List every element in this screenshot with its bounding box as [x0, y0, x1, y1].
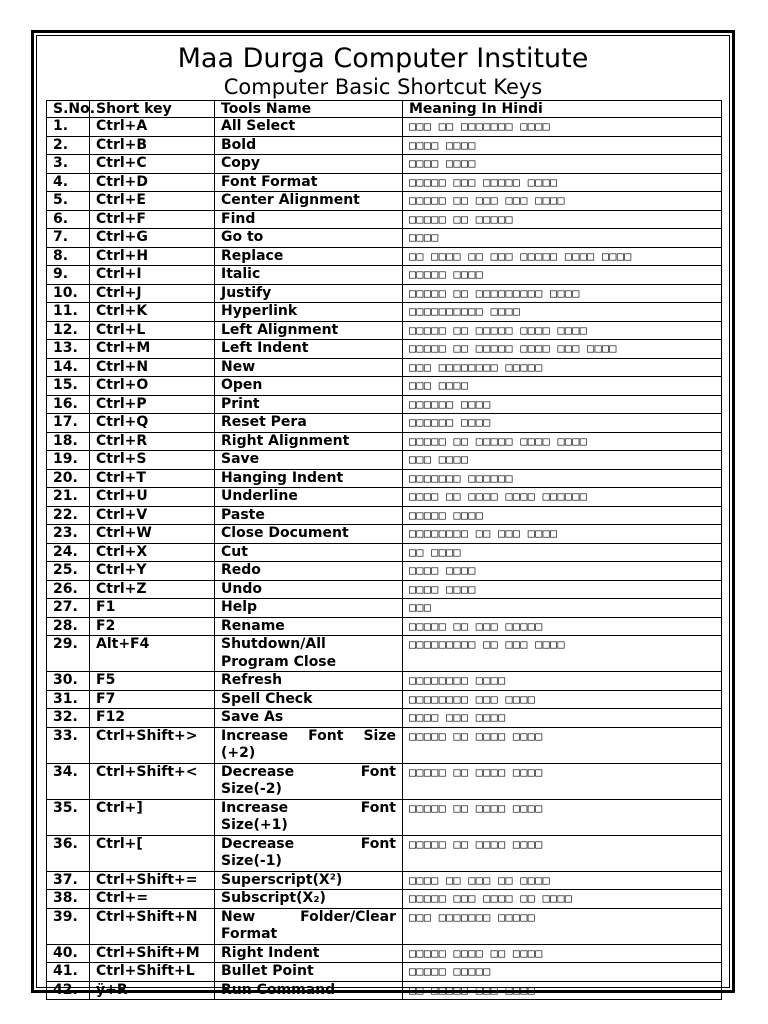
- table-row: [47, 395, 722, 414]
- row-tool-name: Bold: [215, 136, 403, 155]
- row-sn: 11.: [47, 303, 90, 322]
- row-sn: 22.: [47, 506, 90, 525]
- row-hindi-meaning: □□□ □□□□: [403, 377, 722, 396]
- row-tool-name: Spell Check: [215, 690, 403, 709]
- row-hindi-meaning: □□□ □□ □□□□□□□ □□□□: [403, 118, 722, 137]
- row-hindi-meaning: □□□: [403, 599, 722, 618]
- row-tool-name: Underline: [215, 488, 403, 507]
- row-tool-name: Help: [215, 599, 403, 618]
- row-tool-name: Find: [215, 210, 403, 229]
- table-row: [47, 580, 722, 599]
- table-row: [47, 321, 722, 340]
- header-short-key: Short key: [90, 101, 215, 118]
- header-meaning-hindi: Meaning In Hindi: [403, 101, 722, 118]
- row-hindi-meaning: □□ □□□□□ □□□ □□□□: [403, 981, 722, 1000]
- table-row: [47, 340, 722, 359]
- row-hindi-meaning: □□□□□□□□ □□ □□□ □□□□: [403, 525, 722, 544]
- row-tool-name: Go to: [215, 229, 403, 248]
- row-sn: 17.: [47, 414, 90, 433]
- table-row: [47, 835, 722, 871]
- table-row: [47, 136, 722, 155]
- row-sn: 19.: [47, 451, 90, 470]
- row-hindi-meaning: □□□□ □□□□: [403, 155, 722, 174]
- row-short-key: Ctrl+Y: [90, 562, 215, 581]
- row-tool-name: New: [215, 358, 403, 377]
- row-short-key: ÿ+R: [90, 981, 215, 1000]
- row-hindi-meaning: □□□□□ □□ □□□□□□□□□ □□□□: [403, 284, 722, 303]
- row-short-key: Ctrl+H: [90, 247, 215, 266]
- row-short-key: Ctrl+L: [90, 321, 215, 340]
- row-hindi-meaning: □□□ □□□□□□□□ □□□□□: [403, 358, 722, 377]
- page-subtitle: Computer Basic Shortcut Keys: [223, 75, 543, 99]
- row-short-key: Ctrl+A: [90, 118, 215, 137]
- table-row: [47, 690, 722, 709]
- row-tool-name: Hyperlink: [215, 303, 403, 322]
- row-sn: 7.: [47, 229, 90, 248]
- row-tool-name: Replace: [215, 247, 403, 266]
- row-short-key: Ctrl+Shift+N: [90, 908, 215, 944]
- row-short-key: Ctrl+F: [90, 210, 215, 229]
- row-short-key: Ctrl+U: [90, 488, 215, 507]
- row-hindi-meaning: □□□□□□□□ □□□□: [403, 672, 722, 691]
- row-tool-name: Hanging Indent: [215, 469, 403, 488]
- row-tool-name: Font Format: [215, 173, 403, 192]
- row-hindi-meaning: □□□□□ □□□□: [403, 506, 722, 525]
- table-row: [47, 414, 722, 433]
- row-tool-name: Left Alignment: [215, 321, 403, 340]
- row-sn: 1.: [47, 118, 90, 137]
- row-hindi-meaning: □□□□□□□□□□ □□□□: [403, 303, 722, 322]
- row-hindi-meaning: □□□□□ □□ □□□□□: [403, 210, 722, 229]
- row-hindi-meaning: □□□□□ □□ □□□□ □□□□: [403, 835, 722, 871]
- table-row: [47, 562, 722, 581]
- row-hindi-meaning: □□□□□□□□□ □□ □□□ □□□□: [403, 636, 722, 672]
- row-sn: 30.: [47, 672, 90, 691]
- row-sn: 23.: [47, 525, 90, 544]
- row-short-key: Ctrl+D: [90, 173, 215, 192]
- row-sn: 24.: [47, 543, 90, 562]
- table-row: [47, 506, 722, 525]
- row-sn: 13.: [47, 340, 90, 359]
- row-sn: 20.: [47, 469, 90, 488]
- table-row: [47, 432, 722, 451]
- row-tool-name: Subscript(X₂): [215, 890, 403, 909]
- row-hindi-meaning: □□□□ □□ □□□□ □□□□ □□□□□□: [403, 488, 722, 507]
- table-row: [47, 908, 722, 944]
- row-hindi-meaning: □□□□ □□ □□□ □□ □□□□: [403, 871, 722, 890]
- row-tool-name: Paste: [215, 506, 403, 525]
- table-row: [47, 617, 722, 636]
- row-short-key: Alt+F4: [90, 636, 215, 672]
- row-short-key: F5: [90, 672, 215, 691]
- table-row: [47, 981, 722, 1000]
- row-hindi-meaning: □□□□□□ □□□□: [403, 395, 722, 414]
- row-tool-name: Undo: [215, 580, 403, 599]
- row-short-key: Ctrl+T: [90, 469, 215, 488]
- table-row: [47, 944, 722, 963]
- row-hindi-meaning: □□□□□ □□ □□□□ □□□□: [403, 727, 722, 763]
- header-sn: S.No.: [47, 101, 90, 118]
- row-short-key: Ctrl+Shift+M: [90, 944, 215, 963]
- row-tool-name: Refresh: [215, 672, 403, 691]
- header-tools-name: Tools Name: [215, 101, 403, 118]
- row-short-key: Ctrl+Z: [90, 580, 215, 599]
- row-hindi-meaning: □□□□ □□□ □□□□: [403, 709, 722, 728]
- row-hindi-meaning: □□□□□ □□□□: [403, 266, 722, 285]
- row-hindi-meaning: □□□□□ □□ □□□ □□□□□: [403, 617, 722, 636]
- row-hindi-meaning: □□□□□ □□ □□□□□ □□□□ □□□ □□□□: [403, 340, 722, 359]
- row-short-key: Ctrl+G: [90, 229, 215, 248]
- table-row: [47, 192, 722, 211]
- row-sn: 4.: [47, 173, 90, 192]
- table-row: [47, 709, 722, 728]
- row-hindi-meaning: □□□□□ □□□□ □□ □□□□: [403, 944, 722, 963]
- row-sn: 31.: [47, 690, 90, 709]
- row-short-key: Ctrl+I: [90, 266, 215, 285]
- table-row: [47, 871, 722, 890]
- row-hindi-meaning: □□□ □□□□: [403, 451, 722, 470]
- row-short-key: Ctrl+K: [90, 303, 215, 322]
- shortcut-table: [46, 100, 722, 1000]
- row-sn: 12.: [47, 321, 90, 340]
- table-row: [47, 210, 722, 229]
- row-sn: 34.: [47, 763, 90, 799]
- row-hindi-meaning: □□□□□□□ □□□□□□: [403, 469, 722, 488]
- table-row: [47, 727, 722, 763]
- row-tool-name: All Select: [215, 118, 403, 137]
- row-short-key: Ctrl+Shift+>: [90, 727, 215, 763]
- row-sn: 26.: [47, 580, 90, 599]
- row-tool-name: Close Document: [215, 525, 403, 544]
- row-short-key: Ctrl+O: [90, 377, 215, 396]
- row-tool-name: Center Alignment: [215, 192, 403, 211]
- row-sn: 9.: [47, 266, 90, 285]
- row-sn: 41.: [47, 963, 90, 982]
- row-sn: 15.: [47, 377, 90, 396]
- table-row: [47, 525, 722, 544]
- row-hindi-meaning: □□□□□ □□ □□□□ □□□□: [403, 799, 722, 835]
- table-row: [47, 599, 722, 618]
- row-tool-name: Increase Font Size(+1): [215, 799, 403, 835]
- row-tool-name: Print: [215, 395, 403, 414]
- row-short-key: Ctrl+X: [90, 543, 215, 562]
- row-hindi-meaning: □□□ □□□□□□□ □□□□□: [403, 908, 722, 944]
- row-short-key: Ctrl+]: [90, 799, 215, 835]
- row-hindi-meaning: □□□□ □□□□: [403, 136, 722, 155]
- table-row: [47, 543, 722, 562]
- row-tool-name: Bullet Point: [215, 963, 403, 982]
- row-tool-name: Run Command: [215, 981, 403, 1000]
- row-sn: 5.: [47, 192, 90, 211]
- row-sn: 2.: [47, 136, 90, 155]
- table-row: [47, 488, 722, 507]
- page-title: Maa Durga Computer Institute: [177, 43, 589, 74]
- row-short-key: Ctrl+[: [90, 835, 215, 871]
- row-short-key: Ctrl+P: [90, 395, 215, 414]
- row-hindi-meaning: □□□□□ □□□ □□□□ □□ □□□□: [403, 890, 722, 909]
- row-hindi-meaning: □□ □□□□: [403, 543, 722, 562]
- row-hindi-meaning: □□□□□ □□ □□□ □□□ □□□□: [403, 192, 722, 211]
- row-sn: 3.: [47, 155, 90, 174]
- row-sn: 33.: [47, 727, 90, 763]
- row-short-key: Ctrl+=: [90, 890, 215, 909]
- table-row: [47, 303, 722, 322]
- table-row: [47, 247, 722, 266]
- table-row: [47, 377, 722, 396]
- row-tool-name: Italic: [215, 266, 403, 285]
- row-short-key: Ctrl+E: [90, 192, 215, 211]
- table-row: [47, 799, 722, 835]
- row-sn: 10.: [47, 284, 90, 303]
- row-sn: 21.: [47, 488, 90, 507]
- table-row: [47, 155, 722, 174]
- row-hindi-meaning: □□□□□ □□ □□□□ □□□□: [403, 763, 722, 799]
- row-sn: 37.: [47, 871, 90, 890]
- row-short-key: Ctrl+Q: [90, 414, 215, 433]
- row-sn: 16.: [47, 395, 90, 414]
- row-short-key: Ctrl+W: [90, 525, 215, 544]
- row-short-key: Ctrl+Shift+<: [90, 763, 215, 799]
- table-row: [47, 118, 722, 137]
- table-row: [47, 173, 722, 192]
- row-sn: 40.: [47, 944, 90, 963]
- row-short-key: Ctrl+Shift+L: [90, 963, 215, 982]
- row-short-key: F7: [90, 690, 215, 709]
- table-row: [47, 763, 722, 799]
- table-row: [47, 284, 722, 303]
- row-short-key: Ctrl+B: [90, 136, 215, 155]
- table-row: [47, 469, 722, 488]
- row-sn: 29.: [47, 636, 90, 672]
- row-hindi-meaning: □□□□□□ □□□□: [403, 414, 722, 433]
- table-row: [47, 963, 722, 982]
- row-short-key: Ctrl+C: [90, 155, 215, 174]
- row-hindi-meaning: □□□□□ □□□□□: [403, 963, 722, 982]
- row-tool-name: Justify: [215, 284, 403, 303]
- table-row: [47, 229, 722, 248]
- row-tool-name: Shutdown/All Program Close: [215, 636, 403, 672]
- row-tool-name: Decrease Font Size(-1): [215, 835, 403, 871]
- row-tool-name: Decrease Font Size(-2): [215, 763, 403, 799]
- row-short-key: F2: [90, 617, 215, 636]
- row-short-key: F1: [90, 599, 215, 618]
- row-short-key: Ctrl+M: [90, 340, 215, 359]
- row-tool-name: Superscript(X²): [215, 871, 403, 890]
- row-sn: 32.: [47, 709, 90, 728]
- row-hindi-meaning: □□□□□ □□□ □□□□□ □□□□: [403, 173, 722, 192]
- row-short-key: Ctrl+Shift+=: [90, 871, 215, 890]
- table-row: [47, 890, 722, 909]
- table-row: [47, 451, 722, 470]
- row-sn: 6.: [47, 210, 90, 229]
- row-hindi-meaning: □□□□ □□□□: [403, 562, 722, 581]
- row-short-key: Ctrl+R: [90, 432, 215, 451]
- row-tool-name: Cut: [215, 543, 403, 562]
- row-hindi-meaning: □□□□□ □□ □□□□□ □□□□ □□□□: [403, 321, 722, 340]
- row-tool-name: Save: [215, 451, 403, 470]
- row-short-key: Ctrl+J: [90, 284, 215, 303]
- row-sn: 28.: [47, 617, 90, 636]
- table-row: [47, 358, 722, 377]
- row-sn: 39.: [47, 908, 90, 944]
- row-hindi-meaning: □□□□□ □□ □□□□□ □□□□ □□□□: [403, 432, 722, 451]
- row-short-key: Ctrl+N: [90, 358, 215, 377]
- row-tool-name: New Folder/Clear Format: [215, 908, 403, 944]
- row-sn: 42.: [47, 981, 90, 1000]
- row-hindi-meaning: □□□□□□□□ □□□ □□□□: [403, 690, 722, 709]
- row-sn: 8.: [47, 247, 90, 266]
- row-sn: 14.: [47, 358, 90, 377]
- row-sn: 18.: [47, 432, 90, 451]
- table-row: [47, 636, 722, 672]
- row-sn: 36.: [47, 835, 90, 871]
- row-hindi-meaning: □□□□: [403, 229, 722, 248]
- table-row: [47, 672, 722, 691]
- row-tool-name: Left Indent: [215, 340, 403, 359]
- row-short-key: F12: [90, 709, 215, 728]
- table-row: [47, 266, 722, 285]
- row-tool-name: Redo: [215, 562, 403, 581]
- row-tool-name: Save As: [215, 709, 403, 728]
- row-tool-name: Copy: [215, 155, 403, 174]
- row-sn: 27.: [47, 599, 90, 618]
- row-hindi-meaning: □□□□ □□□□: [403, 580, 722, 599]
- row-short-key: Ctrl+S: [90, 451, 215, 470]
- row-hindi-meaning: □□ □□□□ □□ □□□ □□□□□ □□□□ □□□□: [403, 247, 722, 266]
- row-tool-name: Increase Font Size (+2): [215, 727, 403, 763]
- row-sn: 38.: [47, 890, 90, 909]
- row-tool-name: Reset Pera: [215, 414, 403, 433]
- row-sn: 25.: [47, 562, 90, 581]
- row-tool-name: Right Alignment: [215, 432, 403, 451]
- row-tool-name: Right Indent: [215, 944, 403, 963]
- row-tool-name: Open: [215, 377, 403, 396]
- row-short-key: Ctrl+V: [90, 506, 215, 525]
- row-sn: 35.: [47, 799, 90, 835]
- table-header-row: [47, 101, 722, 118]
- row-tool-name: Rename: [215, 617, 403, 636]
